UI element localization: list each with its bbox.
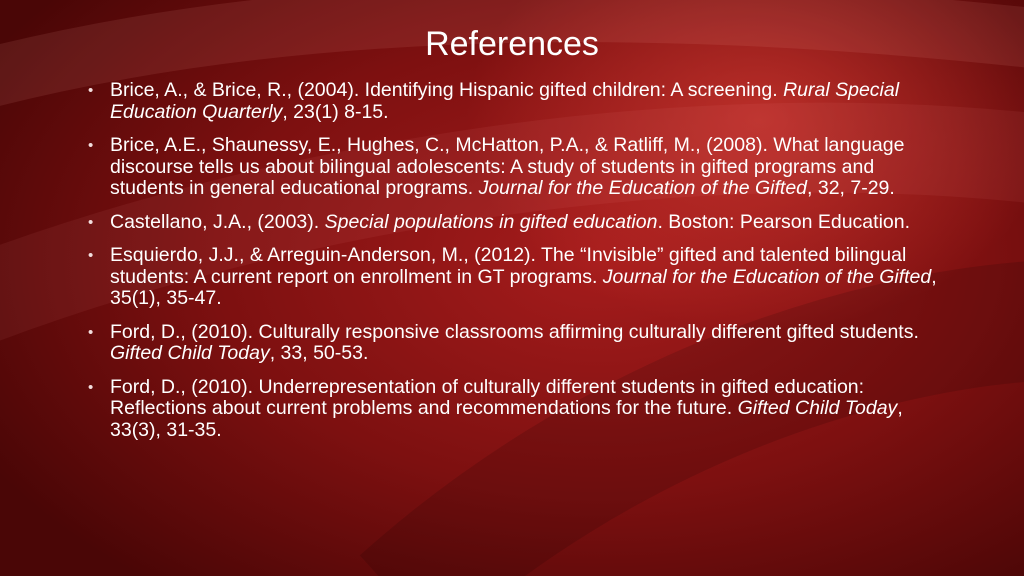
reference-text: Ford, D., (2010). Underrepresentation of culturally different students in gifted education: Reflections about current problems and recommendations for the future. — [110, 375, 865, 419]
reference-details: , 33, 50-53. — [269, 342, 369, 364]
bullet-icon: • — [88, 247, 94, 264]
reference-source: Journal for the Education of the Gifted — [478, 177, 808, 199]
reference-item — [88, 212, 948, 234]
bullet-icon: • — [88, 82, 94, 99]
bullet-icon: • — [88, 323, 94, 341]
reference-item — [88, 245, 948, 310]
reference-details: , 33(3), 31-35. — [110, 397, 903, 441]
reference-details: , 23(1) 8-15. — [282, 100, 389, 123]
reference-source: Gifted Child Today — [737, 397, 898, 419]
reference-details: , 35(1), 35-47. — [110, 265, 937, 309]
reference-details: , 32, 7-29. — [807, 177, 895, 199]
reference-item — [88, 322, 948, 365]
reference-source: Special populations in gifted education — [324, 210, 658, 233]
bullet-icon: • — [88, 137, 94, 154]
reference-source: Journal for the Education of the Gifted — [602, 265, 932, 288]
reference-item — [88, 80, 948, 123]
reference-source: Rural Special Education Quarterly — [110, 79, 900, 123]
reference-item — [88, 135, 948, 200]
reference-text: Brice, A., & Brice, R., (2004). Identifying Hispanic gifted children: A screening. — [110, 79, 784, 101]
reference-text: Esquierdo, J.J., & Arreguin-Anderson, M., (2012). The “Invisible” gifted and talented bilingual students: A current report on enrollment in GT programs. — [110, 244, 907, 288]
slide-title: References — [425, 25, 599, 63]
reference-list — [88, 80, 948, 453]
reference-source: Gifted Child Today — [110, 342, 270, 364]
reference-details: . Boston: Pearson Education. — [657, 210, 911, 233]
bullet-icon: • — [88, 213, 94, 231]
reference-item — [88, 377, 948, 442]
reference-text: Castellano, J.A., (2003). — [110, 210, 325, 233]
reference-text: Brice, A.E., Shaunessy, E., Hughes, C., McHatton, P.A., & Ratliff, M., (2008). What language discourse tells us about bilingual adolescents: A study of students in gifted programs and students in general educational programs. — [110, 134, 905, 199]
reference-text: Ford, D., (2010). Culturally responsive classrooms affirming culturally different gifted students. — [110, 320, 919, 343]
bullet-icon: • — [88, 378, 94, 396]
